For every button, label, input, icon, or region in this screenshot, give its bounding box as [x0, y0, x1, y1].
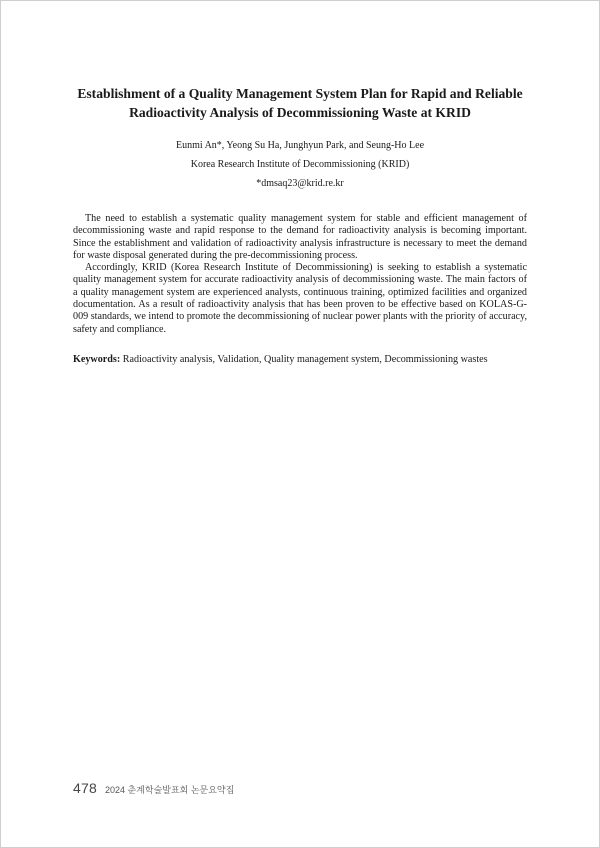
abstract-paragraph-2: Accordingly, KRID (Korea Research Institute of Decommissioning) is seeking to establish a systematic quality management system for accurate radioactivity analysis of decommissioning waste. The main factors of a quality management system are experienced analysts, continuous training, optimized facilities and organized documentation. As a result of radioactivity analysis that has been proven to be effective based on KOLAS-G-009 standards, we intend to promote the decommissioning of nuclear power plants with the priority of accuracy, safety and compliance.	[73, 262, 527, 335]
keywords-list: Radioactivity analysis, Validation, Quality management system, Decommissioning wastes	[122, 354, 488, 365]
paper-title-line-2: Radioactivity Analysis of Decommissioning Waste at KRID	[129, 105, 471, 120]
author-list: Eunmi An*, Yeong Su Ha, Junghyun Park, and Seung-Ho Lee	[175, 140, 425, 151]
proceedings-title: 2024 춘계학술발표회 논문요약집	[104, 785, 235, 795]
keywords	[73, 354, 527, 366]
keywords-label: Keywords:	[73, 354, 123, 365]
page-number: 478	[73, 780, 97, 796]
abstract-paragraph-1: The need to establish a systematic quality management system for stable and efficient management of decommissioning waste and rapid response to the demand for radioactivity analysis is becoming important. Since the establishment and validation of radioactivity analysis infrastructure is necessary to meet the demand for waste disposal generated during the pre-decommissioning process.	[73, 213, 527, 261]
page-footer	[73, 780, 234, 796]
corresponding-email: *dmsaq23@krid.re.kr	[256, 178, 344, 189]
affiliation: Korea Research Institute of Decommissioning (KRID)	[190, 159, 410, 170]
paper-title-line-1: Establishment of a Quality Management System Plan for Rapid and Reliable	[77, 86, 523, 101]
abstract	[73, 213, 527, 336]
paper-title	[60, 84, 540, 122]
